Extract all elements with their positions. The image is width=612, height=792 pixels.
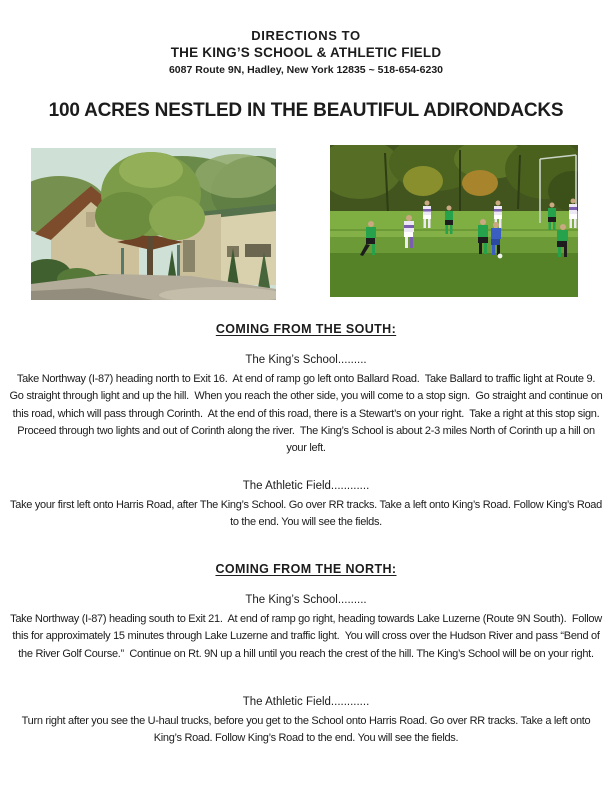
- school-campus-illustration: [31, 148, 276, 300]
- soccer-ball: [498, 254, 503, 259]
- south-kings-school-title: The King’s School.........: [245, 354, 367, 366]
- north-athletic-field-directions: Turn right after you see the U-haul trucks, before you get to the School onto Harris Road. Go over RR tracks. Take a left onto King’s Road. Follow King’s Road to the end. You will see the fields.: [21, 715, 594, 745]
- section-heading-coming-from-south: COMING FROM THE SOUTH:: [215, 322, 397, 336]
- header-line-address-phone: 6087 Route 9N, Hadley, New York 12835 ~ 518-654-6230: [168, 64, 444, 76]
- header-line-school-name: THE KING’S SCHOOL & ATHLETIC FIELD: [170, 45, 442, 60]
- north-kings-school-title: The King’s School.........: [245, 594, 367, 606]
- north-kings-school-directions: Take Northway (I-87) heading south to Exit 21. At end of ramp go right, heading towards Lake Luzerne (Route 9N South). Follow this for approximately 15 minutes through Lake Luzerne and traffic light. You will cross over the Hudson River and pass “Bend of the River Golf Course.” Continue on Rt. 9N up a hill until you reach the crest of the hill. The King’s School will be on your right.: [10, 613, 605, 660]
- school-campus-photo: [31, 148, 276, 300]
- soccer-game-photo: [330, 145, 578, 297]
- section-heading-coming-from-north: COMING FROM THE NORTH:: [215, 562, 397, 576]
- soccer-game-illustration: [330, 145, 578, 297]
- south-athletic-field-title: The Athletic Field............: [242, 480, 370, 492]
- south-kings-school-directions: Take Northway (I-87) heading north to Exit 16. At end of ramp go left onto Ballard Road. Take Ballard to traffic light at Route 9. Go straight through light and up the hill. When you reach the other side, you will come to a stop sign. Go straight and continue on this road, which will pass through Corinth. At the end of this road, there is a Stewart’s on your right. Take a right at this stop sign. Proceed through two lights and out of Corinth along the river. The King’s School is about 2-3 miles North of Corinth up a hill on your left.: [9, 373, 606, 455]
- header-line-directions-to: DIRECTIONS TO: [251, 28, 361, 43]
- south-athletic-field-directions: Take your first left onto Harris Road, after The King’s School. Go over RR tracks. Take a left onto King’s Road. Follow King’s Road to the end. You will see the fields.: [10, 499, 605, 529]
- north-athletic-field-title: The Athletic Field............: [242, 696, 370, 708]
- tagline-100-acres: 100 ACRES NESTLED IN THE BEAUTIFUL ADIRONDACKS: [48, 100, 564, 121]
